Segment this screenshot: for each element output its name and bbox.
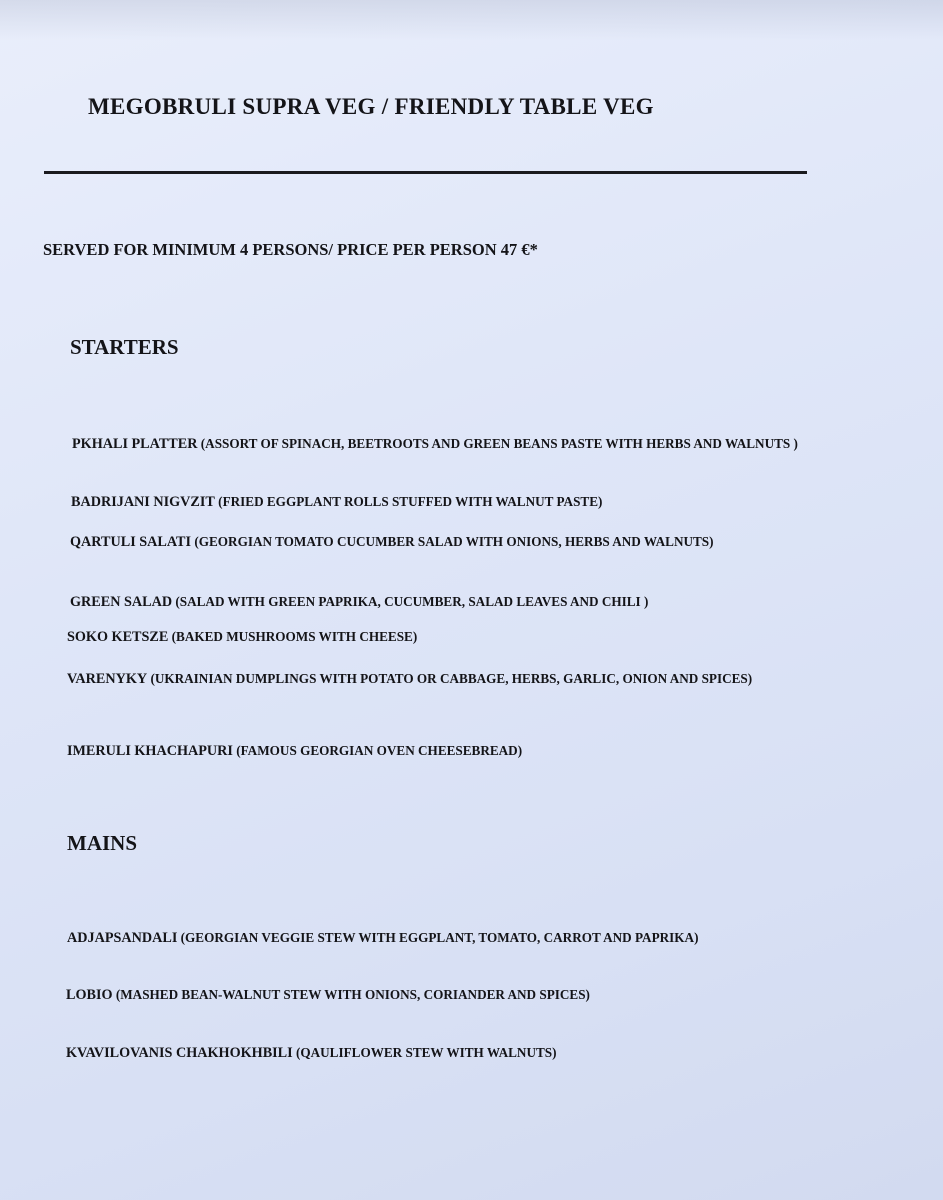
item-name: KVAVILOVANIS CHAKHOKHBILI <box>66 1045 293 1061</box>
menu-title: MEGOBRULI SUPRA VEG / FRIENDLY TABLE VEG <box>88 94 654 119</box>
menu-item <box>67 930 887 946</box>
item-description: (FRIED EGGPLANT ROLLS STUFFED WITH WALNUT PASTE) <box>214 494 603 509</box>
item-description: (GEORGIAN TOMATO CUCUMBER SALAD WITH ONIONS, HERBS AND WALNUTS) <box>191 534 714 549</box>
menu-item <box>67 743 867 759</box>
item-name: IMERULI KHACHAPURI <box>67 743 233 759</box>
serving-note: SERVED FOR MINIMUM 4 PERSONS/ PRICE PER PERSON 47 €* <box>43 240 538 259</box>
menu-item <box>66 987 866 1003</box>
item-name: VARENYKY <box>67 671 148 687</box>
menu-item <box>70 534 810 550</box>
mains-heading: MAINS <box>67 831 138 855</box>
item-description: (MASHED BEAN-WALNUT STEW WITH ONIONS, CORIANDER AND SPICES) <box>112 987 590 1002</box>
menu-item <box>71 494 871 510</box>
item-description: (QAULIFLOWER STEW WITH WALNUTS) <box>292 1045 557 1060</box>
menu-item <box>70 594 810 610</box>
item-name: LOBIO <box>66 987 113 1003</box>
menu-item <box>66 1045 866 1061</box>
menu-item <box>67 629 867 645</box>
item-name: QARTULI SALATI <box>70 534 192 550</box>
item-description: (SALAD WITH GREEN PAPRIKA, CUCUMBER, SALAD LEAVES AND CHILI ) <box>172 594 649 609</box>
item-description: (GEORGIAN VEGGIE STEW WITH EGGPLANT, TOMATO, CARROT AND PAPRIKA) <box>177 930 699 945</box>
item-description: (BAKED MUSHROOMS WITH CHEESE) <box>168 629 418 644</box>
item-name: PKHALI PLATTER <box>72 436 198 452</box>
menu-item <box>67 671 867 687</box>
item-name: BADRIJANI NIGVZIT <box>71 494 215 510</box>
starters-heading: STARTERS <box>70 335 179 359</box>
title-divider <box>44 171 807 174</box>
menu-item <box>72 436 862 452</box>
item-name: ADJAPSANDALI <box>67 930 178 946</box>
item-description: (FAMOUS GEORGIAN OVEN CHEESEBREAD) <box>232 743 523 758</box>
paper-shadow <box>0 0 943 40</box>
item-name: SOKO KETSZE <box>67 629 169 645</box>
item-description: (ASSORT OF SPINACH, BEETROOTS AND GREEN BEANS PASTE WITH HERBS AND WALNUTS ) <box>197 436 798 451</box>
item-name: GREEN SALAD <box>70 594 173 610</box>
item-description: (UKRAINIAN DUMPLINGS WITH POTATO OR CABBAGE, HERBS, GARLIC, ONION AND SPICES) <box>147 671 753 686</box>
